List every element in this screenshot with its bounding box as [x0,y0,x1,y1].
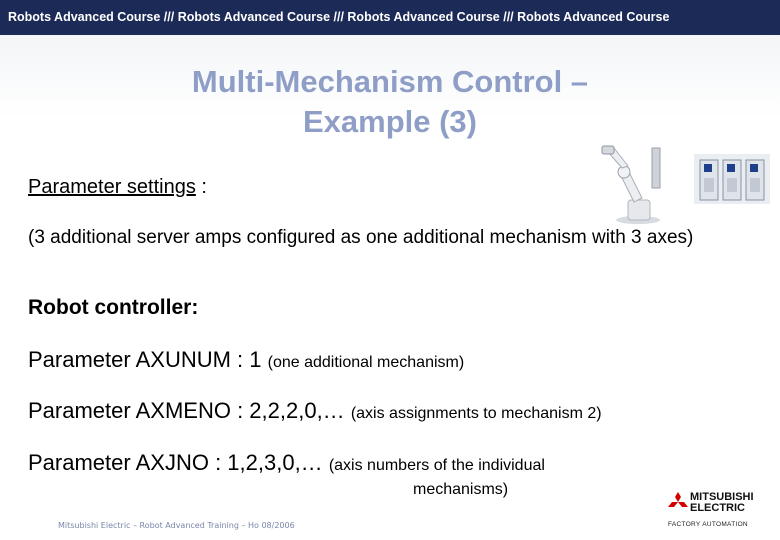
slide-title [60,62,720,142]
param-axunum [28,347,464,373]
param-note: (one additional mechanism) [267,354,465,371]
logo-line-2: ELECTRIC [690,502,745,514]
course-banner: Robots Advanced Course /// Robots Advanced Course /// Robots Advanced Course /// Robots Advanced Course [0,0,780,35]
parameter-settings-heading: Parameter settings : [28,176,207,198]
robot-controller-label: Robot controller: [28,296,199,319]
title-line-1: Multi-Mechanism Control – [191,64,589,99]
param-note-continuation: mechanisms) [413,481,509,498]
title-line-2: Example (3) [302,104,477,139]
robot-arm-image [590,140,670,225]
param-label: Parameter AXJNO : 1,2,3,0,… [28,450,323,475]
mitsubishi-logo [668,492,776,532]
servo-amps-image [694,154,770,204]
param-axjno [28,450,545,476]
param-note: (axis assignments to mechanism 2) [350,405,602,422]
logo-line-3: FACTORY AUTOMATION [668,521,748,528]
param-label: Parameter AXUNUM : 1 [28,347,262,372]
logo-line-1: MITSUBISHI [690,491,754,503]
configuration-description: (3 additional server amps configured as one additional mechanism with 3 axes) [28,227,694,248]
param-label: Parameter AXMENO : 2,2,2,0,… [28,398,345,423]
param-note: (axis numbers of the individual [328,457,545,474]
three-diamonds-icon [668,492,688,512]
footer-text: Mitsubishi Electric – Robot Advanced Training – Ho 08/2006 [58,521,295,530]
param-axmeno [28,398,602,424]
